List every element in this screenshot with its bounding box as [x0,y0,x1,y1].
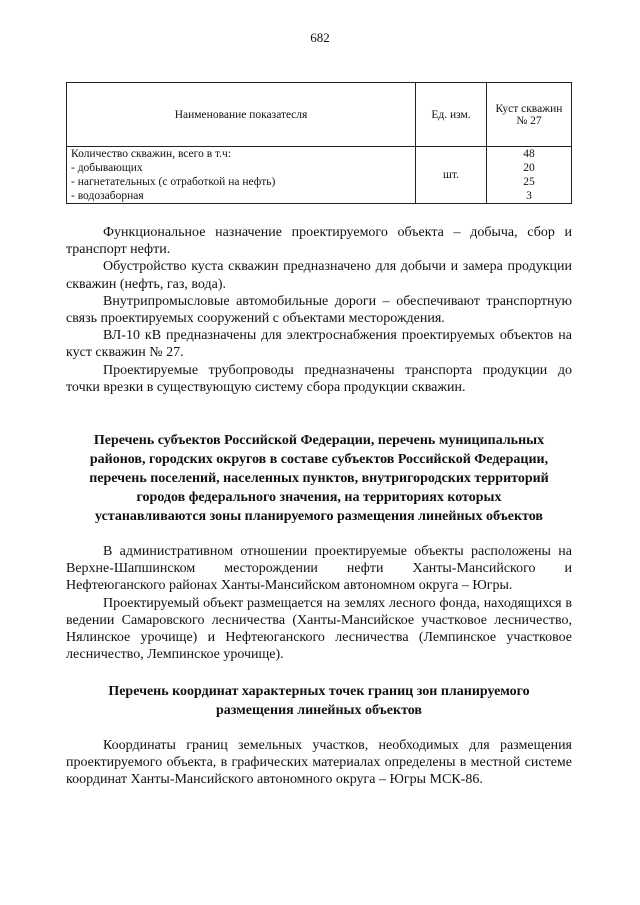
indicator-value: 25 [523,176,535,188]
heading-line: размещения линейных объектов [216,703,422,718]
indicator-name: Количество скважин, всего в т.ч: [71,148,232,160]
paragraph: Проектируемый объект размещается на землях лесного фонда, находящихся в ведении Самаровского лесничества (Ханты-Мансийское участковое лесничество, Нялинское урочище) и Нефтеюганского лесничества (Лемпинское участковое лесничество, Лемпинское урочище). [66,595,572,663]
location-section [66,543,572,663]
indicator-name: - нагнетательных (с отработкой на нефть) [71,176,276,188]
heading-line: городов федерального значения, на территориях которых [136,490,502,505]
indicators-table [66,82,572,204]
table-row [67,147,572,204]
section-heading-subjects [66,431,572,526]
page-number: 682 [310,30,330,45]
paragraph: Внутрипромысловые автомобильные дороги – обеспечивают транспортную связь проектируемых сооружений с объектами месторождения. [66,293,572,327]
header-indicator-name: Наименование показатеcля [67,83,416,147]
indicator-value: 20 [523,162,535,174]
values-cell [487,147,572,204]
header-well-cluster [487,83,572,147]
indicator-names-cell [67,147,416,204]
heading-line: районов, городских округов в составе субъектов Российской Федерации, [89,452,549,467]
header-unit: Ед. изм. [416,83,487,147]
paragraph: Координаты границ земельных участков, необходимых для размещения проектируемого объекта, в графических материалах определены в местной системе координат Ханты-Мансийского автономного округа – Югры МСК-86. [66,738,572,788]
indicator-value: 48 [523,148,535,160]
indicator-name: - добывающих [71,162,143,174]
indicator-name: - водозаборная [71,190,144,202]
header-well-cluster-line2: № 27 [516,114,542,127]
paragraph: Проектируемые трубопроводы предназначены транспорта продукции до точки врезки в существующую систему сбора продукции скважин. [66,362,572,395]
paragraph: Обустройство куста скважин предназначено для добычи и замера продукции скважин (нефть, газ, вода). [66,259,572,292]
section-heading-coordinates [66,682,572,720]
heading-line: Перечень координат характерных точек границ зон планируемого [108,684,530,699]
heading-line: устанавливаются зоны планируемого размещения линейных объектов [95,509,543,524]
paragraph: В административном отношении проектируемые объекты расположены на Верхне-Шапшинском месторождении нефти Ханты-Мансийского и Нефтеюганского районах Ханты-Мансийском автономном округа – Югры. [66,544,572,594]
paragraph: ВЛ-10 кВ предназначены для электроснабжения проектируемых объектов на куст скважин № 27. [66,328,572,361]
unit-cell: шт. [416,147,487,204]
paragraph: Функциональное назначение проектируемого объекта – добыча, сбор и транспорт нефти. [66,225,572,258]
table-header-row [67,83,572,147]
heading-line: перечень поселений, населенных пунктов, внутригородских территорий [89,471,549,486]
heading-line: Перечень субъектов Российской Федерации, перечень муниципальных [93,433,545,448]
coordinates-section [66,737,572,789]
purpose-section [66,224,572,396]
header-well-cluster-line1: Куст скважин [495,102,563,115]
indicator-value: 3 [526,190,532,202]
